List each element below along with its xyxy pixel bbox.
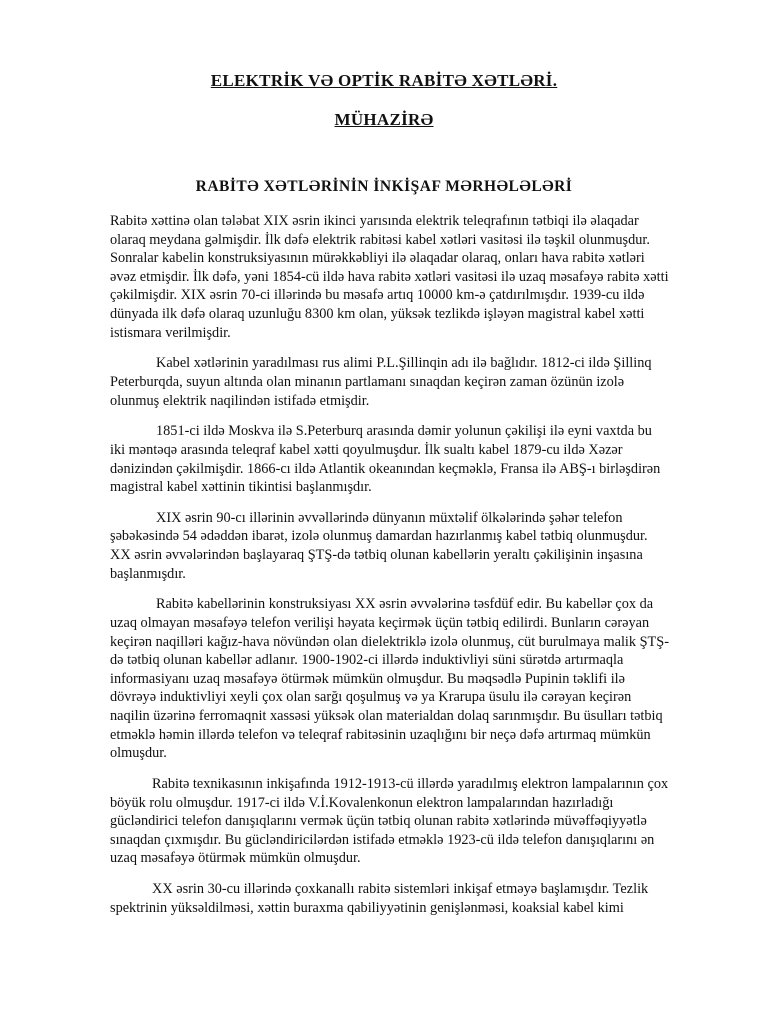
paragraph-4: XIX əsrin 90-cı illərinin əvvəllərində dünyanın müxtəlif ölkələrində şəhər telefon şəbəkəsində 54 ədəddən ibarət, izolə olunmuş damardan hazırlanmış kabel tətbiq olunmuşdur. XX əsrin əvvələrindən başlayaraq ŞTŞ-də tətbiq olunan kabellərin yeraltı çəkilişinin inşasına başlanmışdır.: [110, 509, 648, 582]
document-title: ELEKTRİK VƏ OPTİK RABİTƏ XƏTLƏRİ.: [210, 71, 558, 90]
paragraph-1: Rabitə xəttinə olan tələbat XIX əsrin ikinci yarısında elektrik teleqrafının tətbiqi ilə əlaqadar olaraq meydana gəlmişdir. İlk dəfə elektrik rabitəsi kabel xətləri vasitəsi ilə təşkil olunmuşdur. Sonralar kabelin konstruksiyasının mürəkkəbliyi ilə əlaqadar olaraq, onları hava rabitə xətləri əvəz etmişdir. İlk dəfə, yəni 1854-cü ildə hava rabitə xətləri vasitəsi ilə uzaq məsafəyə rabitə xətti çəkilmişdir. XIX əsrin 70-ci illərində bu məsafə artıq 10000 km-ə çatdırılmışdır. 1939-cu ildə dünyada ilk dəfə olaraq uzunluğu 8300 km olan, yüksək tezlikdə işləyən magistral kabel xətti istismara verilmişdir.: [110, 213, 669, 341]
paragraph-7: XX əsrin 30-cu illərində çoxkanallı rabitə sistemləri inkişaf etməyə başlamışdır. Tezlik spektrinin yüksəldilməsi, xəttin buraxma qabiliyyətinin genişlənməsi, koaksial kabel kimi: [110, 881, 649, 916]
paragraph-5: Rabitə kabellərinin konstruksiyası XX əsrin əvvələrinə təsfdüf edir. Bu kabellər çox da uzaq olmayan məsafəyə telefon verilişi həyata keçirmək üçün tətbiq edilirdi. Bunların cərəyan keçirən naqilləri kağız-hava növündən olan dielektriklə izolə olunmuş, cüt burulmaya malik ŞTŞ-də tətbiq olunan kabellər adlanır. 1900-1902-ci illərdə induktivliyi süni sürətdə artırmaqla informasiyanı uzaq məsafəyə ötürmək mümkün olmuşdur. Bu məqsədlə Pupinin təklifi ilə dövrəyə induktivliyi xeyli çox olan sarğı qoşulmuş və ya Krarupa üsulu ilə cərəyan keçirən naqilin üzərinə ferromaqnit xassəsi yüksək olan materialdan dolaq sarınmışdır. Bu üsulları tətbiq etməklə həmin illərdə telefon və teleqraf rabitəsinin uzaqlığını bir neçə dəfə artırmaq mümkün olmuşdur.: [110, 596, 670, 762]
body-text: [110, 212, 670, 930]
document-subtitle: MÜHAZİRƏ: [334, 110, 434, 129]
paragraph-3: 1851-ci ildə Moskva ilə S.Peterburq arasında dəmir yolunun çəkilişi ilə eyni vaxtda bu iki məntəqə arasında teleqraf kabel xətti qoyulmuşdur. İlk sualtı kabel 1879-cu ildə Xəzər dənizindən çəkilmişdir. 1866-cı ildə Atlantik okeanından keçməklə, Fransa ilə ABŞ-ı birləşdirən magistral kabel xəttinin tikintisi başlanmışdır.: [110, 423, 661, 496]
paragraph-2: Kabel xətlərinin yaradılması rus alimi P.L.Şillinqin adı ilə bağlıdır. 1812-ci ildə Şillinq Peterburqda, suyun altında olan minanın partlamanı sınaqdan keçirən zaman özünün izolə olunmuş elektrik naqilindən istifadə etmişdir.: [110, 355, 652, 409]
paragraph-6: Rabitə texnikasının inkişafında 1912-1913-cü illərdə yaradılmış elektron lampalarının çox böyük rolu olmuşdur. 1917-ci ildə V.İ.Kovalenkonun elektron lampalarından hazırladığı gücləndirici telefon danışıqlarını vermək üçün tətbiq olunan rabitə xətlərində müvəffəqiyyətlə sınaqdan çıxmışdır. Bu gücləndiricilərdən istifadə etməklə 1923-cü ildə telefon danışıqlarını ən uzaq məsafəyə ötürmək mümkün olmuşdur.: [110, 775, 669, 867]
section-title: RABİTƏ XƏTLƏRİNİN İNKİŞAF MƏRHƏLƏLƏRİ: [195, 178, 573, 195]
